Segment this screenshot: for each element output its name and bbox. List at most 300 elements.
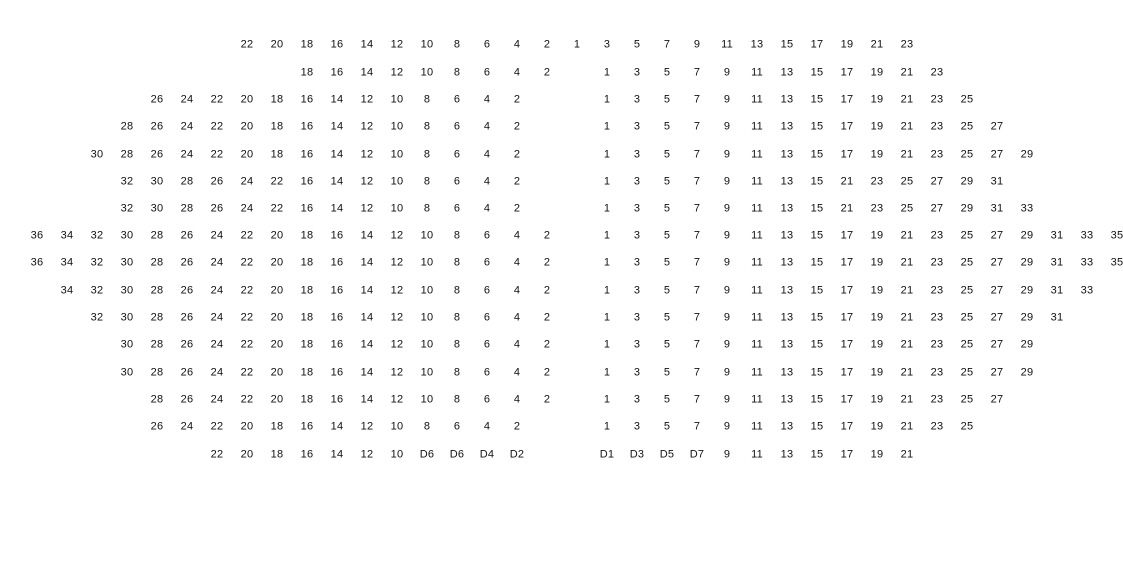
grid-cell: 21 (900, 256, 914, 269)
grid-cell: 15 (810, 366, 824, 379)
grid-cell: 16 (300, 448, 314, 461)
grid-cell: 14 (360, 256, 374, 269)
grid-cell: 22 (210, 420, 224, 433)
grid-cell: 14 (360, 38, 374, 51)
grid-cell: 28 (120, 148, 134, 161)
grid-cell: 33 (1080, 229, 1094, 242)
grid-cell: 29 (1020, 284, 1034, 297)
grid-cell: D5 (659, 448, 675, 461)
grid-cell: 2 (543, 38, 551, 51)
grid-cell: 6 (453, 148, 461, 161)
grid-cell: 12 (360, 202, 374, 215)
grid-cell: 28 (150, 229, 164, 242)
grid-cell: 1 (603, 202, 611, 215)
grid-cell: 15 (810, 120, 824, 133)
grid-cell: 27 (930, 202, 944, 215)
grid-cell: 23 (930, 93, 944, 106)
grid-cell: 3 (633, 148, 641, 161)
grid-cell: 19 (870, 229, 884, 242)
grid-cell: 4 (513, 66, 521, 79)
grid-cell: 32 (90, 284, 104, 297)
grid-cell: 35 (1110, 229, 1123, 242)
grid-cell: 21 (900, 311, 914, 324)
grid-cell: 22 (210, 120, 224, 133)
grid-cell: 13 (780, 420, 794, 433)
grid-cell: 26 (150, 148, 164, 161)
grid-cell: 19 (870, 284, 884, 297)
grid-cell: 23 (930, 393, 944, 406)
grid-cell: 16 (330, 284, 344, 297)
grid-cell: 29 (1020, 229, 1034, 242)
grid-cell: 27 (990, 229, 1004, 242)
grid-cell: 34 (60, 229, 74, 242)
grid-cell: 29 (1020, 256, 1034, 269)
grid-cell: 4 (483, 120, 491, 133)
grid-cell: 7 (693, 284, 701, 297)
grid-cell: 20 (270, 311, 284, 324)
grid-cell: 25 (960, 420, 974, 433)
grid-cell: 5 (663, 393, 671, 406)
grid-cell: D6 (449, 448, 465, 461)
grid-cell: 10 (390, 448, 404, 461)
grid-cell: 13 (780, 93, 794, 106)
grid-cell: 4 (483, 420, 491, 433)
grid-cell: 12 (360, 448, 374, 461)
grid-cell: 1 (603, 338, 611, 351)
grid-cell: 9 (723, 202, 731, 215)
grid-cell: 30 (150, 175, 164, 188)
grid-cell: 31 (1050, 284, 1064, 297)
grid-cell: 10 (390, 175, 404, 188)
grid-cell: 12 (390, 229, 404, 242)
grid-cell: 19 (870, 448, 884, 461)
grid-cell: 5 (663, 229, 671, 242)
grid-cell: 19 (870, 338, 884, 351)
grid-cell: 17 (840, 338, 854, 351)
grid-cell: 16 (330, 311, 344, 324)
grid-cell: 10 (420, 229, 434, 242)
grid-cell: 16 (330, 393, 344, 406)
grid-cell: 4 (513, 229, 521, 242)
grid-cell: 11 (751, 393, 763, 406)
grid-cell: 6 (483, 393, 491, 406)
grid-cell: 25 (960, 366, 974, 379)
grid-cell: 3 (603, 38, 611, 51)
grid-cell: 15 (810, 420, 824, 433)
grid-cell: 9 (723, 93, 731, 106)
grid-cell: 16 (300, 120, 314, 133)
grid-cell: 1 (603, 229, 611, 242)
grid-cell: 10 (390, 202, 404, 215)
grid-cell: 11 (751, 256, 763, 269)
grid-cell: 11 (751, 311, 763, 324)
grid-cell: 14 (330, 93, 344, 106)
grid-cell: 25 (960, 256, 974, 269)
grid-cell: 1 (603, 393, 611, 406)
grid-cell: 3 (633, 175, 641, 188)
grid-cell: 23 (930, 420, 944, 433)
grid-cell: 3 (633, 284, 641, 297)
grid-cell: 13 (780, 284, 794, 297)
grid-cell: 11 (751, 175, 763, 188)
grid-cell: 6 (483, 38, 491, 51)
grid-cell: 2 (543, 366, 551, 379)
grid-cell: 1 (603, 120, 611, 133)
grid-cell: 2 (543, 66, 551, 79)
grid-cell: 30 (120, 338, 134, 351)
grid-cell: 24 (180, 420, 194, 433)
grid-cell: 10 (420, 393, 434, 406)
grid-cell: 8 (423, 148, 431, 161)
grid-cell: 23 (930, 366, 944, 379)
grid-cell: 6 (453, 93, 461, 106)
grid-cell: 21 (900, 338, 914, 351)
grid-cell: 28 (150, 338, 164, 351)
grid-cell: 24 (210, 311, 224, 324)
grid-cell: 22 (240, 366, 254, 379)
grid-cell: 24 (210, 366, 224, 379)
grid-cell: 23 (930, 66, 944, 79)
grid-cell: 32 (120, 175, 134, 188)
grid-cell: 4 (483, 93, 491, 106)
grid-cell: 32 (90, 256, 104, 269)
grid-cell: 1 (603, 66, 611, 79)
grid-cell: 35 (1110, 256, 1123, 269)
grid-cell: 22 (240, 284, 254, 297)
grid-cell: 30 (120, 284, 134, 297)
grid-cell: 28 (180, 202, 194, 215)
grid-cell: 12 (390, 311, 404, 324)
grid-cell: 19 (870, 93, 884, 106)
grid-cell: 25 (900, 202, 914, 215)
grid-cell: 9 (693, 38, 701, 51)
grid-cell: 7 (693, 256, 701, 269)
grid-cell: 22 (270, 202, 284, 215)
grid-cell: 10 (390, 148, 404, 161)
grid-cell: 2 (543, 311, 551, 324)
grid-cell: 21 (900, 366, 914, 379)
grid-cell: 8 (453, 256, 461, 269)
grid-cell: 11 (751, 148, 763, 161)
grid-cell: 3 (633, 338, 641, 351)
grid-cell: 6 (453, 420, 461, 433)
grid-cell: 24 (210, 229, 224, 242)
grid-cell: 4 (513, 284, 521, 297)
grid-cell: 29 (1020, 366, 1034, 379)
grid-cell: 23 (930, 256, 944, 269)
grid-cell: 2 (543, 256, 551, 269)
grid-cell: 24 (240, 175, 254, 188)
grid-cell: 6 (483, 229, 491, 242)
grid-cell: 18 (300, 256, 314, 269)
grid-cell: 11 (751, 420, 763, 433)
grid-cell: 8 (453, 284, 461, 297)
grid-cell: 26 (150, 93, 164, 106)
grid-cell: 15 (810, 229, 824, 242)
grid-cell: 13 (780, 229, 794, 242)
grid-cell: 5 (663, 256, 671, 269)
grid-cell: D7 (689, 448, 705, 461)
grid-cell: 15 (810, 148, 824, 161)
grid-cell: 2 (543, 393, 551, 406)
grid-cell: 23 (900, 38, 914, 51)
grid-cell: 33 (1020, 202, 1034, 215)
grid-cell: 8 (423, 120, 431, 133)
grid-cell: 9 (723, 420, 731, 433)
grid-cell: 22 (240, 338, 254, 351)
grid-cell: 31 (1050, 311, 1064, 324)
grid-cell: 9 (723, 256, 731, 269)
grid-cell: 17 (810, 38, 824, 51)
grid-cell: 28 (150, 256, 164, 269)
grid-cell: 2 (513, 120, 521, 133)
grid-cell: 17 (840, 120, 854, 133)
grid-cell: 2 (513, 175, 521, 188)
grid-cell: 5 (663, 338, 671, 351)
grid-cell: 20 (270, 338, 284, 351)
grid-cell: 10 (420, 38, 434, 51)
grid-cell: 8 (423, 420, 431, 433)
grid-cell: 1 (603, 284, 611, 297)
grid-cell: 10 (420, 366, 434, 379)
grid-cell: 9 (723, 148, 731, 161)
grid-cell: 27 (990, 256, 1004, 269)
grid-cell: 34 (60, 284, 74, 297)
grid-cell: 26 (150, 120, 164, 133)
grid-cell: 9 (723, 66, 731, 79)
grid-cell: 27 (990, 148, 1004, 161)
grid-cell: 11 (751, 120, 763, 133)
grid-cell: 20 (270, 393, 284, 406)
grid-cell: 16 (330, 38, 344, 51)
grid-cell: 20 (270, 366, 284, 379)
grid-cell: 10 (390, 120, 404, 133)
grid-cell: 26 (180, 393, 194, 406)
grid-cell: 30 (120, 311, 134, 324)
grid-cell: 18 (300, 366, 314, 379)
grid-cell: 29 (1020, 338, 1034, 351)
grid-cell: 6 (453, 202, 461, 215)
grid-cell: 8 (423, 93, 431, 106)
grid-cell: 27 (990, 284, 1004, 297)
grid-cell: 13 (780, 448, 794, 461)
grid-cell: 20 (240, 120, 254, 133)
grid-cell: 10 (420, 284, 434, 297)
grid-cell: 8 (453, 366, 461, 379)
grid-cell: 11 (751, 93, 763, 106)
grid-cell: 19 (870, 420, 884, 433)
grid-cell: 3 (633, 229, 641, 242)
grid-cell: 14 (330, 420, 344, 433)
grid-cell: 3 (633, 66, 641, 79)
grid-cell: 23 (870, 202, 884, 215)
grid-cell: 3 (633, 366, 641, 379)
grid-cell: 18 (270, 420, 284, 433)
grid-cell: 15 (810, 175, 824, 188)
grid-cell: 21 (900, 229, 914, 242)
grid-cell: 20 (270, 284, 284, 297)
grid-cell: 19 (870, 393, 884, 406)
grid-cell: 2 (543, 338, 551, 351)
grid-cell: 2 (543, 284, 551, 297)
grid-cell: 34 (60, 256, 74, 269)
grid-cell: 4 (513, 338, 521, 351)
grid-cell: 27 (990, 338, 1004, 351)
grid-cell: 14 (360, 311, 374, 324)
grid-cell: 13 (780, 120, 794, 133)
grid-cell: 8 (453, 338, 461, 351)
grid-cell: 21 (900, 448, 914, 461)
grid-cell: 16 (300, 175, 314, 188)
grid-cell: 22 (240, 393, 254, 406)
grid-cell: 23 (930, 229, 944, 242)
grid-cell: 1 (573, 38, 581, 51)
grid-cell: 27 (990, 366, 1004, 379)
grid-cell: 13 (780, 366, 794, 379)
grid-cell: 20 (270, 256, 284, 269)
grid-cell: 18 (300, 66, 314, 79)
grid-cell: 32 (120, 202, 134, 215)
grid-cell: 2 (513, 202, 521, 215)
grid-cell: 21 (900, 393, 914, 406)
grid-cell: 23 (930, 311, 944, 324)
grid-cell: 32 (90, 311, 104, 324)
grid-cell: 2 (513, 420, 521, 433)
grid-cell: 7 (693, 311, 701, 324)
grid-cell: 4 (513, 38, 521, 51)
grid-cell: 30 (120, 256, 134, 269)
grid-cell: 6 (483, 338, 491, 351)
grid-cell: 1 (603, 311, 611, 324)
grid-cell: 24 (210, 393, 224, 406)
grid-cell: 20 (240, 420, 254, 433)
grid-cell: 1 (603, 93, 611, 106)
grid-cell: 5 (663, 175, 671, 188)
grid-cell: 14 (360, 284, 374, 297)
grid-cell: 26 (210, 202, 224, 215)
grid-cell: 13 (780, 175, 794, 188)
grid-cell: 5 (663, 93, 671, 106)
grid-cell: 8 (423, 175, 431, 188)
grid-cell: 2 (513, 148, 521, 161)
grid-cell: 12 (390, 38, 404, 51)
grid-cell: 30 (150, 202, 164, 215)
grid-cell: 25 (960, 229, 974, 242)
grid-cell: 13 (780, 148, 794, 161)
grid-cell: 17 (840, 311, 854, 324)
grid-cell: 18 (270, 148, 284, 161)
grid-cell: 12 (360, 175, 374, 188)
grid-cell: 28 (180, 175, 194, 188)
grid-cell: 10 (390, 420, 404, 433)
grid-cell: 1 (603, 256, 611, 269)
grid-cell: 14 (360, 366, 374, 379)
grid-cell: 11 (751, 448, 763, 461)
grid-cell: 7 (693, 393, 701, 406)
grid-cell: 36 (30, 229, 44, 242)
grid-cell: 8 (453, 38, 461, 51)
grid-cell: 25 (960, 93, 974, 106)
grid-cell: 20 (240, 148, 254, 161)
grid-cell: 13 (780, 256, 794, 269)
grid-cell: 19 (870, 256, 884, 269)
grid-cell: 4 (513, 256, 521, 269)
grid-cell: 14 (330, 148, 344, 161)
grid-cell: 36 (30, 256, 44, 269)
grid-cell: 17 (840, 93, 854, 106)
grid-cell: 22 (240, 256, 254, 269)
grid-cell: 21 (900, 66, 914, 79)
grid-cell: 22 (240, 311, 254, 324)
grid-cell: 12 (360, 420, 374, 433)
grid-cell: 12 (390, 256, 404, 269)
grid-cell: 14 (360, 229, 374, 242)
grid-cell: 13 (780, 311, 794, 324)
grid-cell: 23 (930, 148, 944, 161)
grid-cell: 15 (810, 448, 824, 461)
grid-cell: 30 (90, 148, 104, 161)
grid-cell: 12 (360, 93, 374, 106)
grid-cell: 14 (360, 338, 374, 351)
grid-cell: 25 (960, 284, 974, 297)
grid-cell: 16 (300, 420, 314, 433)
grid-cell: 26 (180, 229, 194, 242)
grid-cell: 14 (330, 448, 344, 461)
grid-cell: 24 (180, 148, 194, 161)
grid-cell: 4 (513, 311, 521, 324)
grid-cell: 8 (453, 229, 461, 242)
grid-cell: 22 (210, 448, 224, 461)
grid-cell: 5 (663, 66, 671, 79)
grid-cell: 5 (663, 420, 671, 433)
grid-cell: 9 (723, 120, 731, 133)
grid-cell: 23 (870, 175, 884, 188)
grid-cell: 22 (210, 93, 224, 106)
grid-cell: 8 (423, 202, 431, 215)
grid-cell: 16 (330, 366, 344, 379)
grid-cell: 33 (1080, 256, 1094, 269)
grid-cell: 12 (390, 393, 404, 406)
grid-cell: 17 (840, 448, 854, 461)
grid-cell: 11 (751, 284, 763, 297)
grid-cell: 21 (900, 420, 914, 433)
grid-cell: 1 (603, 420, 611, 433)
grid-cell: 26 (180, 284, 194, 297)
grid-cell: 27 (930, 175, 944, 188)
grid-cell: 3 (633, 393, 641, 406)
grid-cell: 4 (483, 202, 491, 215)
grid-cell: 26 (180, 256, 194, 269)
grid-cell: 14 (330, 120, 344, 133)
grid-cell: 21 (840, 202, 854, 215)
grid-cell: 4 (483, 175, 491, 188)
grid-cell: 28 (120, 120, 134, 133)
grid-cell: 19 (870, 311, 884, 324)
grid-cell: 15 (810, 393, 824, 406)
grid-cell: 3 (633, 93, 641, 106)
grid-cell: 10 (420, 338, 434, 351)
grid-cell: 16 (300, 93, 314, 106)
grid-cell: 11 (751, 366, 763, 379)
grid-cell: 24 (210, 284, 224, 297)
grid-cell: 9 (723, 393, 731, 406)
grid-cell: 7 (693, 66, 701, 79)
grid-cell: 14 (360, 66, 374, 79)
grid-cell: 27 (990, 311, 1004, 324)
grid-cell: 1 (603, 175, 611, 188)
grid-cell: 17 (840, 393, 854, 406)
grid-cell: 26 (180, 366, 194, 379)
